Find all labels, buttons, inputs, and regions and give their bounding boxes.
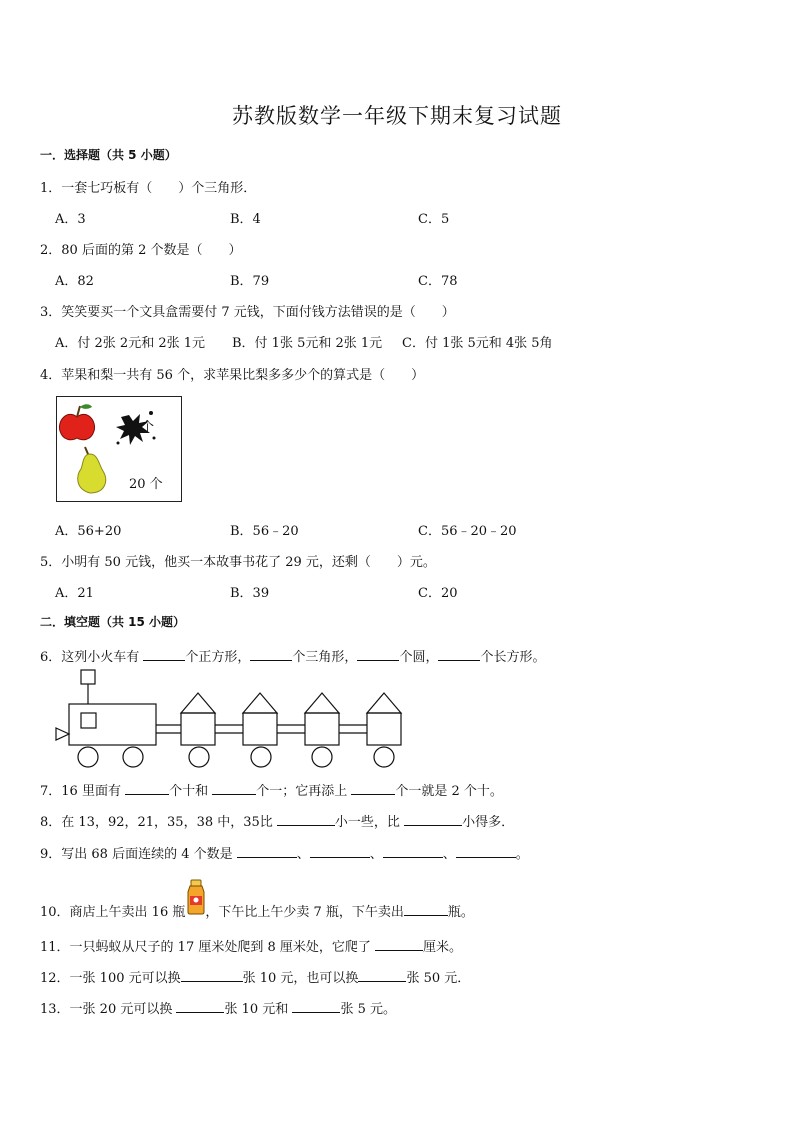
q2-option-b: B．79 <box>230 274 270 289</box>
wheel-circle <box>78 747 98 767</box>
q12-text-2: 张 10 元，也可以换 <box>242 971 359 986</box>
q5-option-b: B．39 <box>230 586 270 601</box>
q6-blank-rectangles[interactable] <box>438 648 480 661</box>
q11-blank[interactable] <box>375 938 423 951</box>
q10-text-1: 10．商店上午卖出 16 瓶 <box>40 905 186 920</box>
chimney-square <box>81 670 95 684</box>
q11-text-2: 厘米。 <box>423 940 463 955</box>
q9-sep-2: 、 <box>369 847 383 862</box>
q6-text-3: 个三角形， <box>292 650 358 665</box>
q10-text-3: 瓶。 <box>447 905 474 920</box>
question-13 <box>40 998 396 1017</box>
q9-blank-4[interactable] <box>456 845 516 858</box>
q4-option-b: B．56﹣20 <box>230 524 299 539</box>
q6-text-2: 个正方形， <box>185 650 251 665</box>
page-title: 苏教版数学一年级下期末复习试题 <box>232 104 562 128</box>
q5-option-a: A．21 <box>55 586 94 601</box>
q3-option-b: B．付 1张 5元和 2张 1元 <box>232 336 383 351</box>
q8-text-3: 小得多． <box>462 815 515 830</box>
q7-blank-add[interactable] <box>351 782 395 795</box>
q7-text-4: 个一就是 2 个十。 <box>395 784 503 799</box>
q13-blank-2[interactable] <box>292 1000 340 1013</box>
q12-blank-2[interactable] <box>358 969 406 982</box>
q13-blank-1[interactable] <box>176 1000 224 1013</box>
q13-text-3: 张 5 元。 <box>340 1002 396 1017</box>
q9-blank-2[interactable] <box>310 845 370 858</box>
question-10 <box>40 901 474 920</box>
question-6 <box>40 646 545 665</box>
q3-option-a: A．付 2张 2元和 2张 1元 <box>55 336 206 351</box>
q8-blank-1[interactable] <box>277 813 335 826</box>
car-2 <box>243 693 277 767</box>
q5-option-c: C．20 <box>418 586 458 601</box>
train-figure <box>54 666 414 770</box>
window-square <box>81 713 96 728</box>
q8-text-1: 8．在 13，92，21，35，38 中，35比 <box>40 815 277 830</box>
question-8 <box>40 811 514 830</box>
q2-option-a: A．82 <box>55 274 94 289</box>
q7-text-2: 个十和 <box>169 784 213 799</box>
q1-option-b: B．4 <box>230 212 261 227</box>
q3-option-c: C．付 1张 5元和 4张 5角 <box>402 336 553 351</box>
q13-text-2: 张 10 元和 <box>224 1002 293 1017</box>
question-12 <box>40 967 470 986</box>
question-9 <box>40 843 529 862</box>
q6-text-5: 个长方形。 <box>480 650 546 665</box>
question-3: 3．笑笑要买一个文具盒需要付 7 元钱，下面付钱方法错误的是（ ） <box>40 305 455 320</box>
q8-text-2: 小一些，比 <box>334 815 405 830</box>
question-7 <box>40 780 503 799</box>
engine-rectangle <box>69 704 156 745</box>
front-triangle <box>56 728 69 740</box>
q2-option-c: C．78 <box>418 274 458 289</box>
q13-text-1: 13．一张 20 元可以换 <box>40 1002 177 1017</box>
q4-option-c: C．56﹣20﹣20 <box>418 524 517 539</box>
q9-sep-3: 、 <box>442 847 456 862</box>
q10-text-2: ，下午比上午少卖 7 瓶，下午卖出 <box>205 905 404 920</box>
pear-icon <box>78 447 106 493</box>
q7-blank-tens[interactable] <box>125 782 169 795</box>
question-2: 2．80 后面的第 2 个数是（ ） <box>40 243 242 258</box>
q9-text-1: 9．写出 68 后面连续的 4 个数是 <box>40 847 237 862</box>
question-4: 4．苹果和梨一共有 56 个，求苹果比梨多多少个的算式是（ ） <box>40 368 425 383</box>
car-4 <box>367 693 401 767</box>
section-heading-fill: 二．填空题（共 15 小题） <box>40 615 186 629</box>
q4-option-a: A．56+20 <box>55 524 122 539</box>
q7-blank-ones[interactable] <box>212 782 256 795</box>
car-1 <box>181 693 215 767</box>
q6-blank-triangles[interactable] <box>250 648 292 661</box>
q9-blank-1[interactable] <box>237 845 297 858</box>
q1-option-c: C．5 <box>418 212 450 227</box>
q6-blank-squares[interactable] <box>143 648 185 661</box>
q9-sep-1: 、 <box>296 847 310 862</box>
q1-option-a: A．3 <box>55 212 86 227</box>
section-heading-choice: 一．选择题（共 5 小题） <box>40 148 177 162</box>
question-11 <box>40 936 462 955</box>
q6-text-4: 个圆， <box>399 650 439 665</box>
question-1: 1．一套七巧板有（ ）个三角形． <box>40 181 257 196</box>
q7-text-1: 7．16 里面有 <box>40 784 126 799</box>
q10-blank[interactable] <box>404 903 448 916</box>
q7-text-3: 个一；它再添上 <box>256 784 352 799</box>
car-3 <box>305 693 339 767</box>
q9-text-end: 。 <box>515 847 529 862</box>
q8-blank-2[interactable] <box>404 813 462 826</box>
q9-blank-3[interactable] <box>383 845 443 858</box>
q12-blank-1[interactable] <box>181 969 243 982</box>
wheel-circle <box>123 747 143 767</box>
bottle-icon <box>185 878 207 916</box>
q11-text-1: 11．一只蚂蚁从尺子的 17 厘米处爬到 8 厘米处，它爬了 <box>40 940 376 955</box>
q6-blank-circles[interactable] <box>357 648 399 661</box>
q6-text-1: 6．这列小火车有 <box>40 650 144 665</box>
question-5: 5．小明有 50 元钱，他买一本故事书花了 29 元，还剩（ ）元。 <box>40 555 436 570</box>
q12-text-1: 12．一张 100 元可以换 <box>40 971 181 986</box>
fruit-figure <box>56 396 182 502</box>
fig-apple-count-label: 个 <box>141 420 155 435</box>
apple-icon <box>59 404 94 439</box>
fig-pear-count-label: 20 个 <box>129 477 163 492</box>
q12-text-3: 张 50 元． <box>406 971 471 986</box>
